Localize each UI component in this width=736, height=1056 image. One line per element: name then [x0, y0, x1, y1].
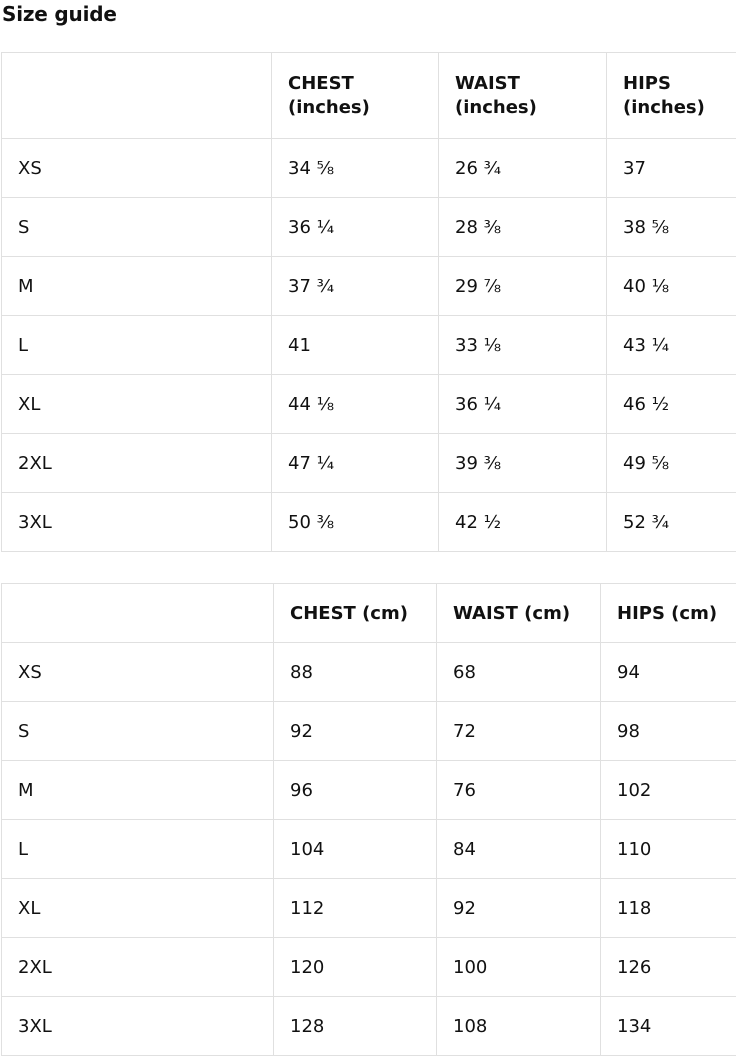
table-row	[2, 997, 736, 1056]
hips-value: 40 ⅛	[607, 257, 736, 316]
size-label: 3XL	[2, 997, 274, 1056]
waist-value: 72	[437, 702, 601, 761]
chest-cm-header: CHEST (cm)	[274, 584, 437, 643]
waist-value: 42 ½	[439, 493, 607, 552]
chest-value: 112	[274, 879, 437, 938]
hips-value: 37	[607, 139, 736, 198]
hips-value: 126	[601, 938, 736, 997]
size-label: XS	[2, 643, 274, 702]
table-row	[2, 434, 736, 493]
size-label: XL	[2, 375, 272, 434]
chest-value: 92	[274, 702, 437, 761]
size-column-header-blank	[2, 53, 272, 139]
chest-value: 96	[274, 761, 437, 820]
waist-value: 84	[437, 820, 601, 879]
size-label: L	[2, 316, 272, 375]
size-label: 2XL	[2, 434, 272, 493]
hips-value: 94	[601, 643, 736, 702]
hips-value: 46 ½	[607, 375, 736, 434]
waist-cm-header: WAIST (cm)	[437, 584, 601, 643]
table-header-row	[2, 53, 736, 139]
table-row	[2, 257, 736, 316]
waist-value: 28 ⅜	[439, 198, 607, 257]
hips-cm-header: HIPS (cm)	[601, 584, 736, 643]
waist-value: 100	[437, 938, 601, 997]
table-row	[2, 198, 736, 257]
hips-value: 38 ⅝	[607, 198, 736, 257]
chest-value: 50 ⅜	[272, 493, 439, 552]
size-label: M	[2, 761, 274, 820]
table-row	[2, 702, 736, 761]
size-column-header-blank	[2, 584, 274, 643]
hips-value: 110	[601, 820, 736, 879]
hips-value: 102	[601, 761, 736, 820]
table-row	[2, 493, 736, 552]
waist-value: 39 ⅜	[439, 434, 607, 493]
chest-value: 47 ¼	[272, 434, 439, 493]
table-row	[2, 139, 736, 198]
size-label: S	[2, 702, 274, 761]
waist-value: 76	[437, 761, 601, 820]
waist-inches-header: WAIST (inches)	[439, 53, 607, 139]
hips-value: 49 ⅝	[607, 434, 736, 493]
waist-value: 29 ⅞	[439, 257, 607, 316]
size-label: XL	[2, 879, 274, 938]
chest-value: 36 ¼	[272, 198, 439, 257]
chest-value: 37 ¾	[272, 257, 439, 316]
waist-value: 36 ¼	[439, 375, 607, 434]
hips-value: 43 ¼	[607, 316, 736, 375]
table-row	[2, 643, 736, 702]
waist-value: 92	[437, 879, 601, 938]
chest-value: 34 ⅝	[272, 139, 439, 198]
hips-inches-header: HIPS (inches)	[607, 53, 736, 139]
chest-value: 120	[274, 938, 437, 997]
chest-value: 88	[274, 643, 437, 702]
table-row	[2, 879, 736, 938]
table-row	[2, 820, 736, 879]
size-table-cm	[1, 583, 736, 1056]
chest-inches-header: CHEST (inches)	[272, 53, 439, 139]
size-label: 2XL	[2, 938, 274, 997]
table-header-row	[2, 584, 736, 643]
waist-value: 68	[437, 643, 601, 702]
size-label: 3XL	[2, 493, 272, 552]
waist-value: 108	[437, 997, 601, 1056]
size-label: L	[2, 820, 274, 879]
hips-value: 52 ¾	[607, 493, 736, 552]
hips-value: 134	[601, 997, 736, 1056]
size-label: S	[2, 198, 272, 257]
table-row	[2, 761, 736, 820]
page-title: Size guide	[2, 2, 736, 26]
table-row	[2, 938, 736, 997]
chest-value: 41	[272, 316, 439, 375]
chest-value: 44 ⅛	[272, 375, 439, 434]
size-label: XS	[2, 139, 272, 198]
waist-value: 26 ¾	[439, 139, 607, 198]
size-table-inches	[1, 52, 736, 552]
waist-value: 33 ⅛	[439, 316, 607, 375]
table-row	[2, 316, 736, 375]
chest-value: 128	[274, 997, 437, 1056]
size-label: M	[2, 257, 272, 316]
hips-value: 118	[601, 879, 736, 938]
chest-value: 104	[274, 820, 437, 879]
hips-value: 98	[601, 702, 736, 761]
table-row	[2, 375, 736, 434]
